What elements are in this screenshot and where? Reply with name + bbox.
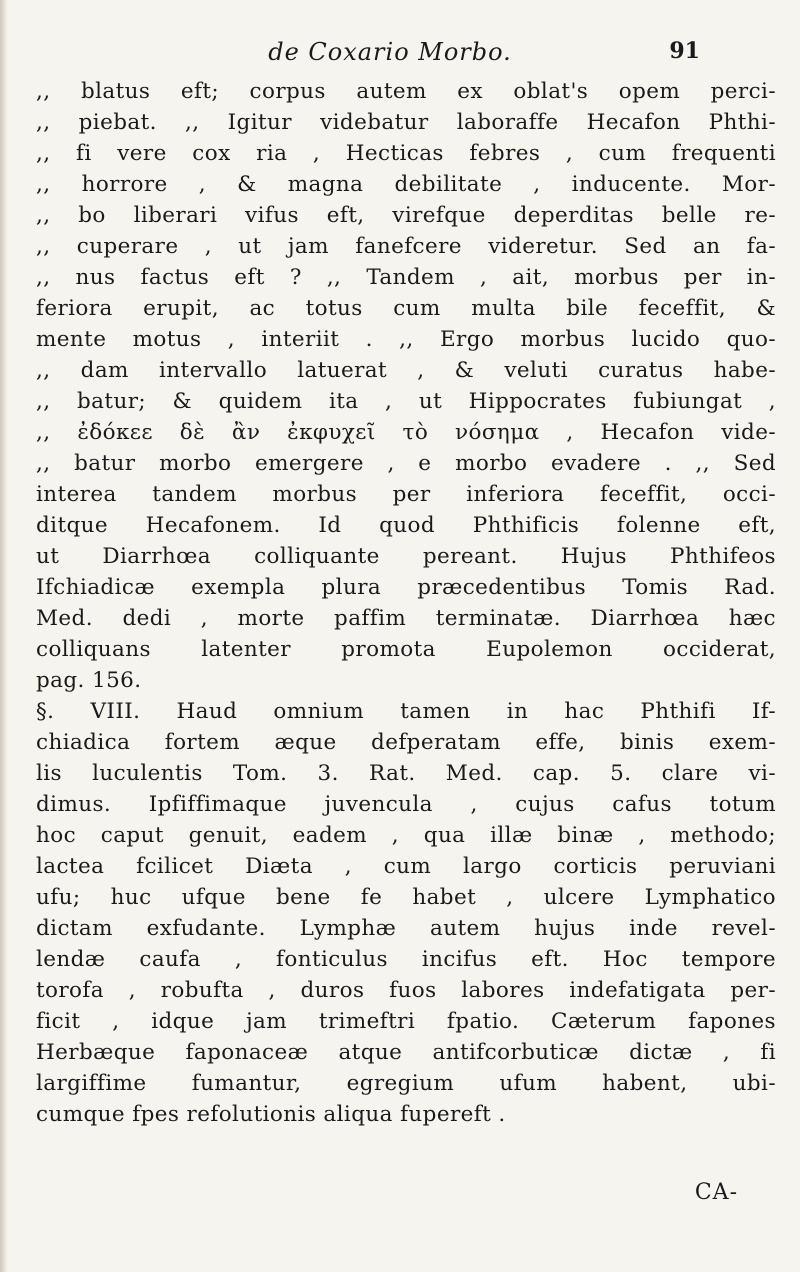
running-head: [0, 38, 800, 72]
text-line: ,, fi vere cox ria , Hecticas febres , cum frequenti: [36, 141, 776, 166]
text-line: hoc caput genuit, eadem , qua illæ binæ , methodo;: [36, 823, 776, 848]
text-line: Ifchiadicæ exempla plura præcedentibus Tomis Rad.: [36, 575, 776, 600]
text-line: cumque fpes refolutionis aliqua fupereft .: [36, 1102, 506, 1127]
text-line: lactea fcilicet Diæta , cum largo corticis peruviani: [36, 854, 776, 879]
text-line: ditque Hecafonem. Id quod Phthificis folenne eft,: [36, 513, 776, 538]
text-line: ,, ἐδόκεε δὲ ἂν ἐκφυχεῖ τὸ νόσημα , Hecafon vide-: [36, 420, 776, 445]
running-title: de Coxario Morbo.: [268, 38, 512, 66]
text-line: ,, batur morbo emergere , e morbo evadere . ,, Sed: [36, 451, 776, 476]
text-line: mente motus , interiit . ,, Ergo morbus lucido quo-: [36, 327, 776, 352]
text-line: dimus. Ipfiffimaque juvencula , cujus cafus totum: [36, 792, 776, 817]
text-line: largiffime fumantur, egregium ufum habent, ubi-: [36, 1071, 776, 1096]
page-number: 91: [669, 38, 700, 64]
binding-edge: [0, 0, 8, 1272]
text-line: ,, piebat. ,, Igitur videbatur laboraffe Hecafon Phthi-: [36, 110, 776, 135]
text-line: feriora erupit, ac totus cum multa bile feceffit, &: [36, 296, 776, 321]
text-line: lis luculentis Tom. 3. Rat. Med. cap. 5. clare vi-: [36, 761, 776, 786]
text-line: interea tandem morbus per inferiora feceffit, occi-: [36, 482, 776, 507]
text-line: torofa , robufta , duros fuos labores indefatigata per-: [36, 978, 776, 1003]
text-line: ,, cuperare , ut jam fanefcere videretur. Sed an fa-: [36, 234, 776, 259]
text-line: ,, bo liberari vifus eft, virefque deperditas belle re-: [36, 203, 776, 228]
text-line: pag. 156.: [36, 668, 142, 693]
text-line: Med. dedi , morte paffim terminatæ. Diarrhœa hæc: [36, 606, 776, 631]
text-line: ut Diarrhœa colliquante pereant. Hujus Phthifeos: [36, 544, 776, 569]
text-line: §. VIII. Haud omnium tamen in hac Phthifi If-: [36, 699, 776, 724]
text-line: ficit , idque jam trimeftri fpatio. Cæterum fapones: [36, 1009, 776, 1034]
text-line: ,, horrore , & magna debilitate , inducente. Mor-: [36, 172, 776, 197]
text-line: ,, blatus eft; corpus autem ex oblat's opem perci-: [36, 79, 776, 104]
text-line: chiadica fortem æque defperatam effe, binis exem-: [36, 730, 776, 755]
text-line: lendæ caufa , fonticulus incifus eft. Hoc tempore: [36, 947, 776, 972]
text-line: colliquans latenter promota Eupolemon occiderat,: [36, 637, 776, 662]
text-line: ,, dam intervallo latuerat , & veluti curatus habe-: [36, 358, 776, 383]
text-line: ,, batur; & quidem ita , ut Hippocrates fubiungat ,: [36, 389, 776, 414]
body-text: [36, 76, 776, 1130]
catchword: CA-: [694, 1180, 738, 1205]
text-line: ufu; huc ufque bene fe habet , ulcere Lymphatico: [36, 885, 776, 910]
text-line: ,, nus factus eft ? ,, Tandem , ait, morbus per in-: [36, 265, 776, 290]
text-line: dictam exfudante. Lymphæ autem hujus inde revel-: [36, 916, 776, 941]
text-line: Herbæque faponaceæ atque antifcorbuticæ dictæ , fi: [36, 1040, 776, 1065]
